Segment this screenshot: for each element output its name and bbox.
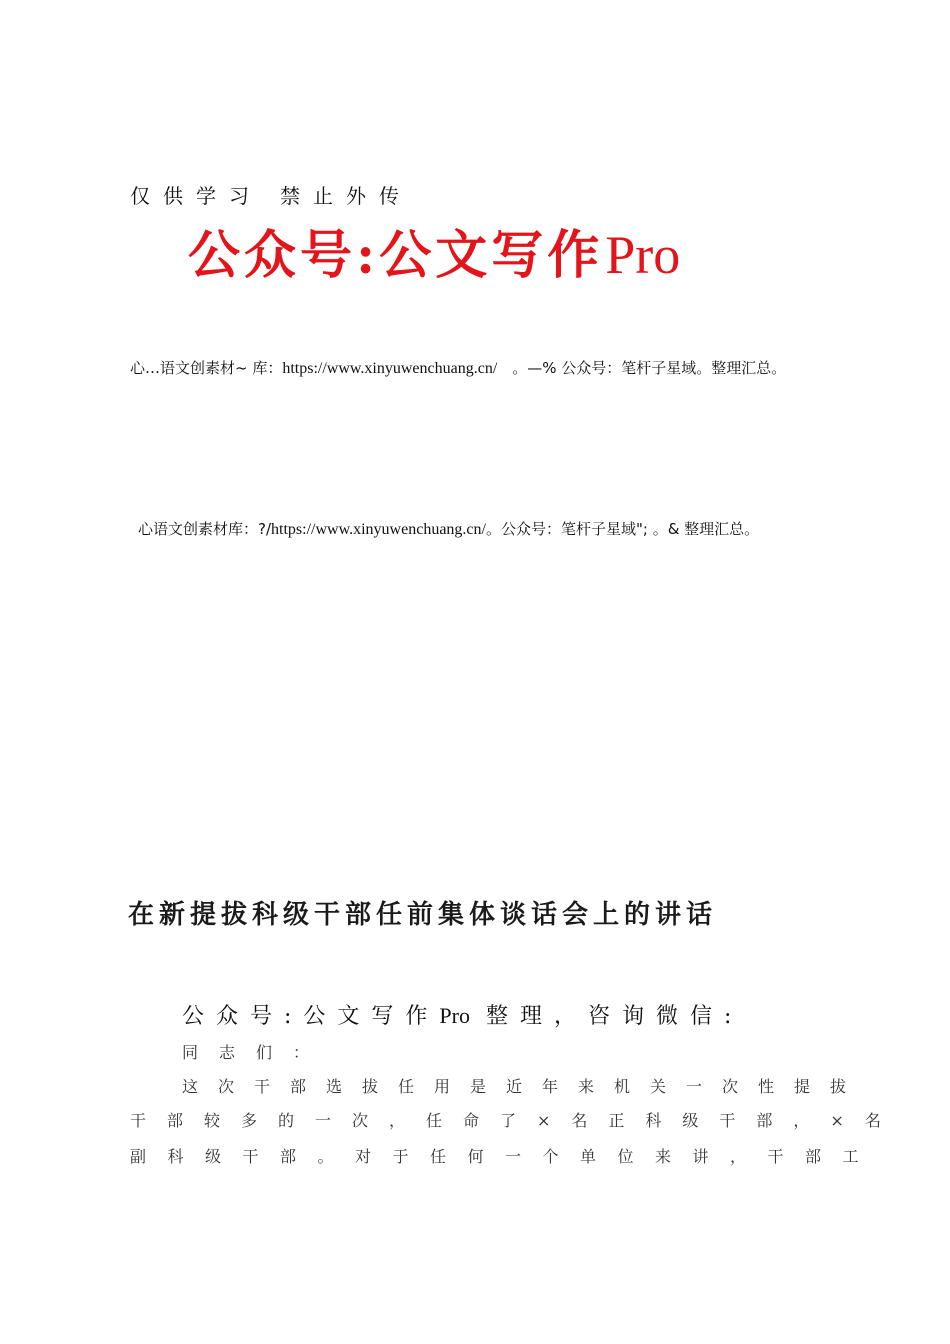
brand-heading	[188, 225, 681, 286]
greeting: 同志们：	[182, 1043, 331, 1062]
source-line-2-url: https://www.xinyuwenchuang.cn/	[271, 521, 486, 538]
source-line-1-suffix: 。—% 公众号：笔杆子星域。整理汇总。	[497, 359, 787, 377]
subtitle-latin: Pro	[439, 1003, 470, 1028]
paragraph-line-3: 副科级干部。对于任何一个单位来讲，干部工	[130, 1147, 881, 1166]
paragraph-line-1: 这次干部选拔任用是近年来机关一次性提拔	[182, 1077, 867, 1096]
brand-heading-cn: 公众号:公文写作	[188, 225, 604, 286]
source-line-1-prefix: 心…语文创素材~ 库：	[130, 359, 283, 377]
source-line-1-url: https://www.xinyuwenchuang.cn/	[282, 360, 498, 377]
source-line-1	[130, 357, 786, 378]
notice-no-distribution: 禁止外传	[280, 184, 412, 208]
paragraph-line-2: 干部较多的一次，任命了×名正科级干部，×名	[130, 1111, 902, 1130]
notice-study-only: 仅供学习	[130, 184, 262, 208]
brand-heading-latin: Pro	[605, 225, 681, 285]
subtitle-suffix: 整理，咨询微信:	[485, 1004, 744, 1029]
source-line-2-suffix: 。公众号：笔杆子星域"; 。& 整理汇总。	[485, 520, 760, 538]
notice-banner	[130, 180, 412, 209]
source-line-2	[138, 518, 759, 539]
document-subtitle	[182, 999, 743, 1030]
subtitle-prefix: 公众号:公文写作	[182, 1004, 440, 1029]
source-line-2-prefix: 心语文创素材库：?/	[138, 520, 272, 538]
document-title: 在新提拔科级干部任前集体谈话会上的讲话	[128, 900, 718, 930]
